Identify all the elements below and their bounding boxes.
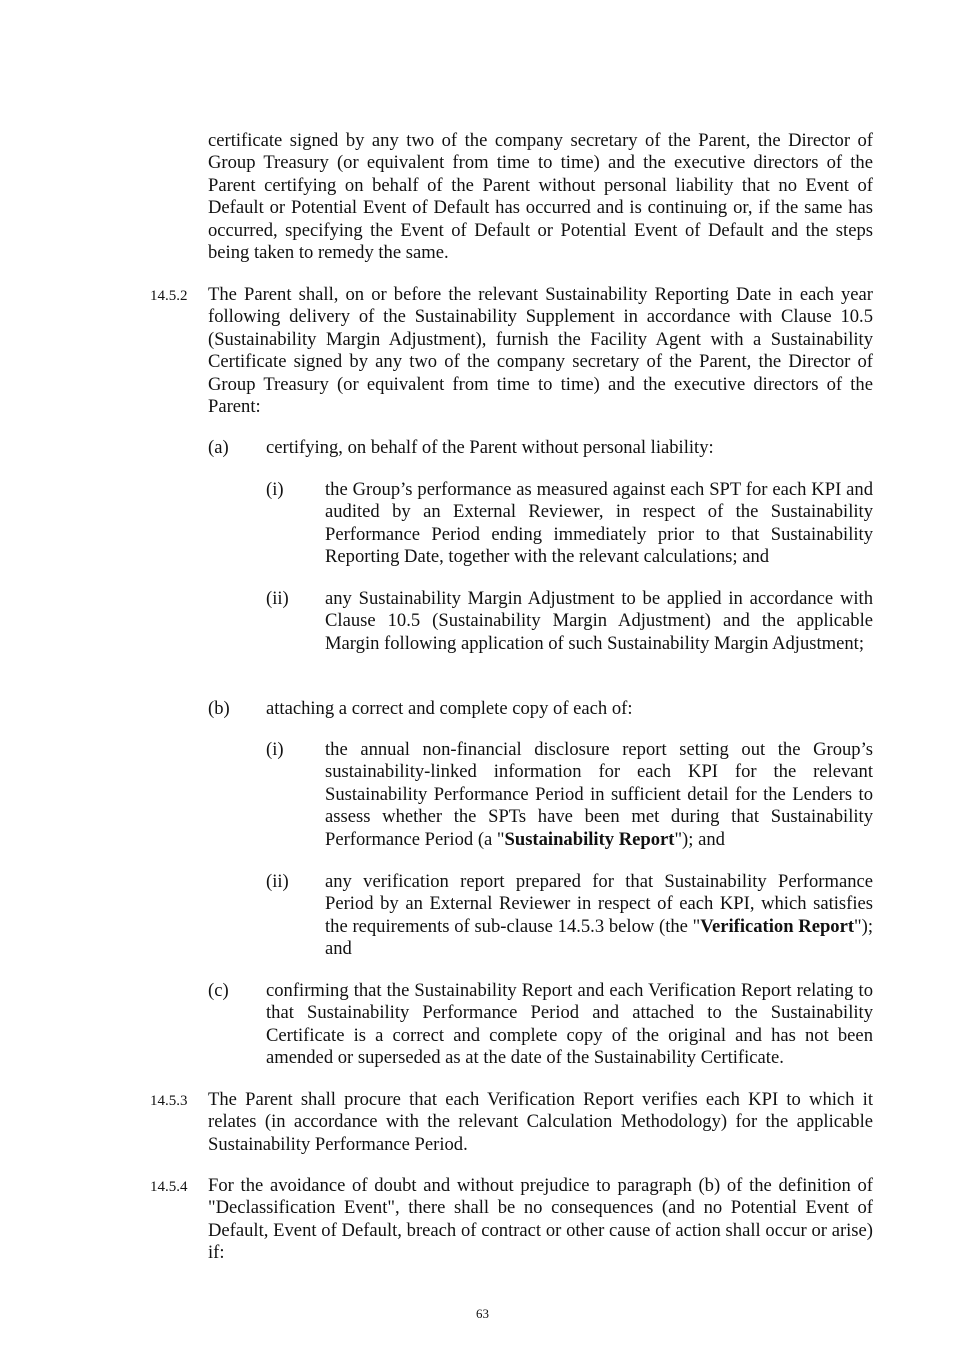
item-a-ii-label: (ii) bbox=[266, 588, 289, 609]
clause-14-5-3-text: The Parent shall procure that each Verification Report verifies each KPI to which it relates (in accordance with the relevant Calculation Methodology) for the applicable Sustainability Performance Period. bbox=[208, 1089, 873, 1155]
defined-term-verification-report: Verification Report bbox=[700, 915, 855, 937]
item-b-ii-text: any verification report prepared for that Sustainability Performance Period by an External Reviewer in respect of each KPI, which satisfies the requirements of sub-clause 14.5.3 below (the "Verification Report"); and bbox=[325, 871, 873, 960]
clause-14-5-4-text: For the avoidance of doubt and without prejudice to paragraph (b) of the definition of "Declassification Event", there shall be no consequences (and no Potential Event of Default, Event of Default, breach of contract or other cause of action shall occur or arise) if: bbox=[208, 1175, 873, 1264]
item-b-i-text: the annual non-financial disclosure report setting out the Group’s sustainability-linked information for each KPI for the relevant Sustainability Performance Period in sufficient detail for the Lenders to assess whether the SPTs have been met during that Sustainability Performance Period (a "Sustainability Report"); and bbox=[325, 739, 873, 850]
item-a-i-text: the Group’s performance as measured against each SPT for each KPI and audited by an External Reviewer, in respect of the Sustainability Performance Period ending immediately prior to that Sustainability Reporting Date, together with the relevant calculations; and bbox=[325, 479, 873, 568]
item-c-label: (c) bbox=[208, 980, 229, 1001]
clause-number-14-5-3: 14.5.3 bbox=[150, 1093, 188, 1109]
item-a-label: (a) bbox=[208, 437, 229, 458]
item-b-i-label: (i) bbox=[266, 739, 284, 760]
clause-14-5-2-text: The Parent shall, on or before the relevant Sustainability Reporting Date in each year following delivery of the Sustainability Supplement in accordance with Clause 10.5 (Sustainability Margin Adjustment), furnish the Facility Agent with a Sustainability Certificate signed by any two of the company secretary of the Parent, the Director of Group Treasury (or equivalent from time to time) and the executive directors of the Parent: bbox=[208, 284, 873, 418]
clause-number-14-5-2: 14.5.2 bbox=[150, 288, 188, 304]
page-number: 63 bbox=[476, 1306, 489, 1321]
intro-paragraph: certificate signed by any two of the company secretary of the Parent, the Director of Group Treasury (or equivalent from time to time) and the executive directors of the Parent certifying on behalf of the Parent without personal liability that no Event of Default or Potential Event of Default has occurred and is continuing or, if the same has occurred, specifying the Event of Default or Potential Event of Default and the steps being taken to remedy the same. bbox=[208, 130, 873, 264]
clause-number-14-5-4: 14.5.4 bbox=[150, 1179, 188, 1195]
item-b-text: attaching a correct and complete copy of each of: bbox=[266, 698, 633, 719]
item-c-text: confirming that the Sustainability Report and each Verification Report relating to that Sustainability Performance Period and attached to the Sustainability Certificate is a correct and complete copy of the original and has not been amended or superseded as at the date of the Sustainability Certificate. bbox=[266, 980, 873, 1069]
item-a-ii-text: any Sustainability Margin Adjustment to be applied in accordance with Clause 10.5 (Sustainability Margin Adjustment) and the applicable Margin following application of such Sustainability Margin Adjustment; bbox=[325, 588, 873, 654]
item-a-i-label: (i) bbox=[266, 479, 284, 500]
item-b-label: (b) bbox=[208, 698, 230, 719]
item-b-ii-label: (ii) bbox=[266, 871, 289, 892]
item-a-text: certifying, on behalf of the Parent without personal liability: bbox=[266, 437, 714, 458]
defined-term-sustainability-report: Sustainability Report bbox=[504, 828, 675, 850]
